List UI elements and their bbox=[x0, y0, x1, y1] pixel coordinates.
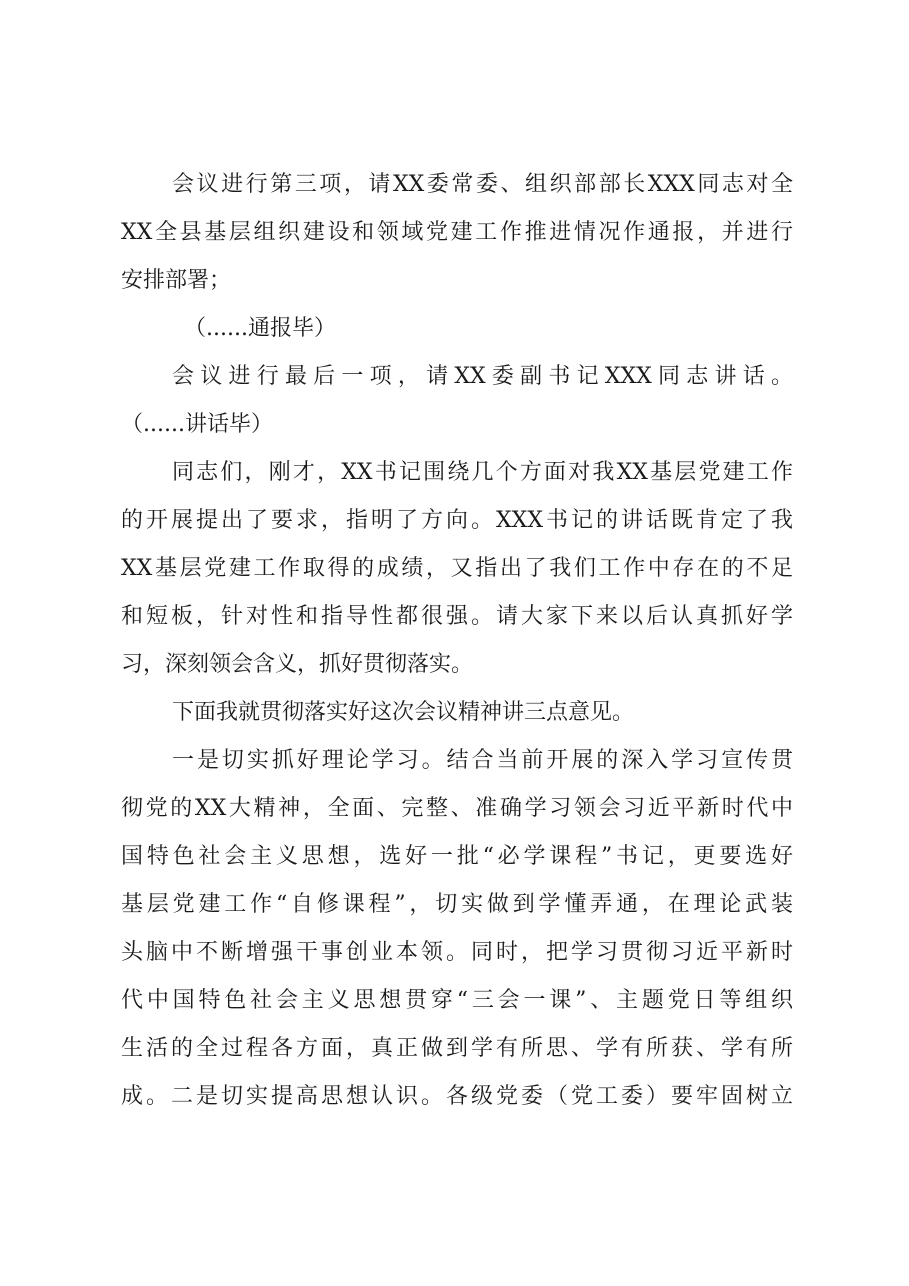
paragraph-line: 代中国特色社会主义思想贯穿“三会一课”、主题党日等组织 bbox=[121, 988, 793, 1013]
paragraph-line: 头脑中不断增强干事创业本领。同时，把学习贯彻习近平新时 bbox=[121, 940, 793, 965]
paragraph-line: （......通报毕） bbox=[184, 316, 336, 341]
paragraph-line: 习，深刻领会含义，抓好贯彻落实。 bbox=[121, 652, 474, 677]
paragraph-line: （......讲话毕） bbox=[121, 412, 273, 437]
paragraph-line: 国特色社会主义思想，选好一批“必学课程”书记，更要选好 bbox=[121, 844, 793, 869]
paragraph-line: XX基层党建工作取得的成绩，又指出了我们工作中存在的不足 bbox=[121, 556, 793, 581]
paragraph-line: 下面我就贯彻落实好这次会议精神讲三点意见。 bbox=[172, 700, 635, 725]
paragraph-line: 成。二是切实提高思想认识。各级党委（党工委）要牢固树立 bbox=[121, 1084, 793, 1109]
paragraph-line: 彻党的XX大精神，全面、完整、准确学习领会习近平新时代中 bbox=[121, 796, 793, 821]
paragraph-line: 和短板，针对性和指导性都很强。请大家下来以后认真抓好学 bbox=[121, 604, 793, 629]
paragraph-line: 的开展提出了要求，指明了方向。XXX书记的讲话既肯定了我 bbox=[121, 508, 793, 533]
paragraph-line: XX全县基层组织建设和领域党建工作推进情况作通报，并进行 bbox=[121, 220, 793, 245]
paragraph-line: 同志们，刚才，XX书记围绕几个方面对我XX基层党建工作 bbox=[172, 460, 793, 485]
paragraph-line: 生活的全过程各方面，真正做到学有所思、学有所获、学有所 bbox=[121, 1036, 793, 1061]
paragraph-line: 安排部署； bbox=[121, 268, 232, 293]
paragraph-line: 基层党建工作“自修课程”，切实做到学懂弄通，在理论武装 bbox=[121, 892, 793, 917]
paragraph-line: 会议进行最后一项，请XX委副书记XXX同志讲话。 bbox=[172, 364, 793, 389]
paragraph-line: 会议进行第三项，请XX委常委、组织部部长XXX同志对全 bbox=[172, 172, 793, 197]
paragraph-line: 一是切实抓好理论学习。结合当前开展的深入学习宣传贯 bbox=[172, 748, 793, 773]
